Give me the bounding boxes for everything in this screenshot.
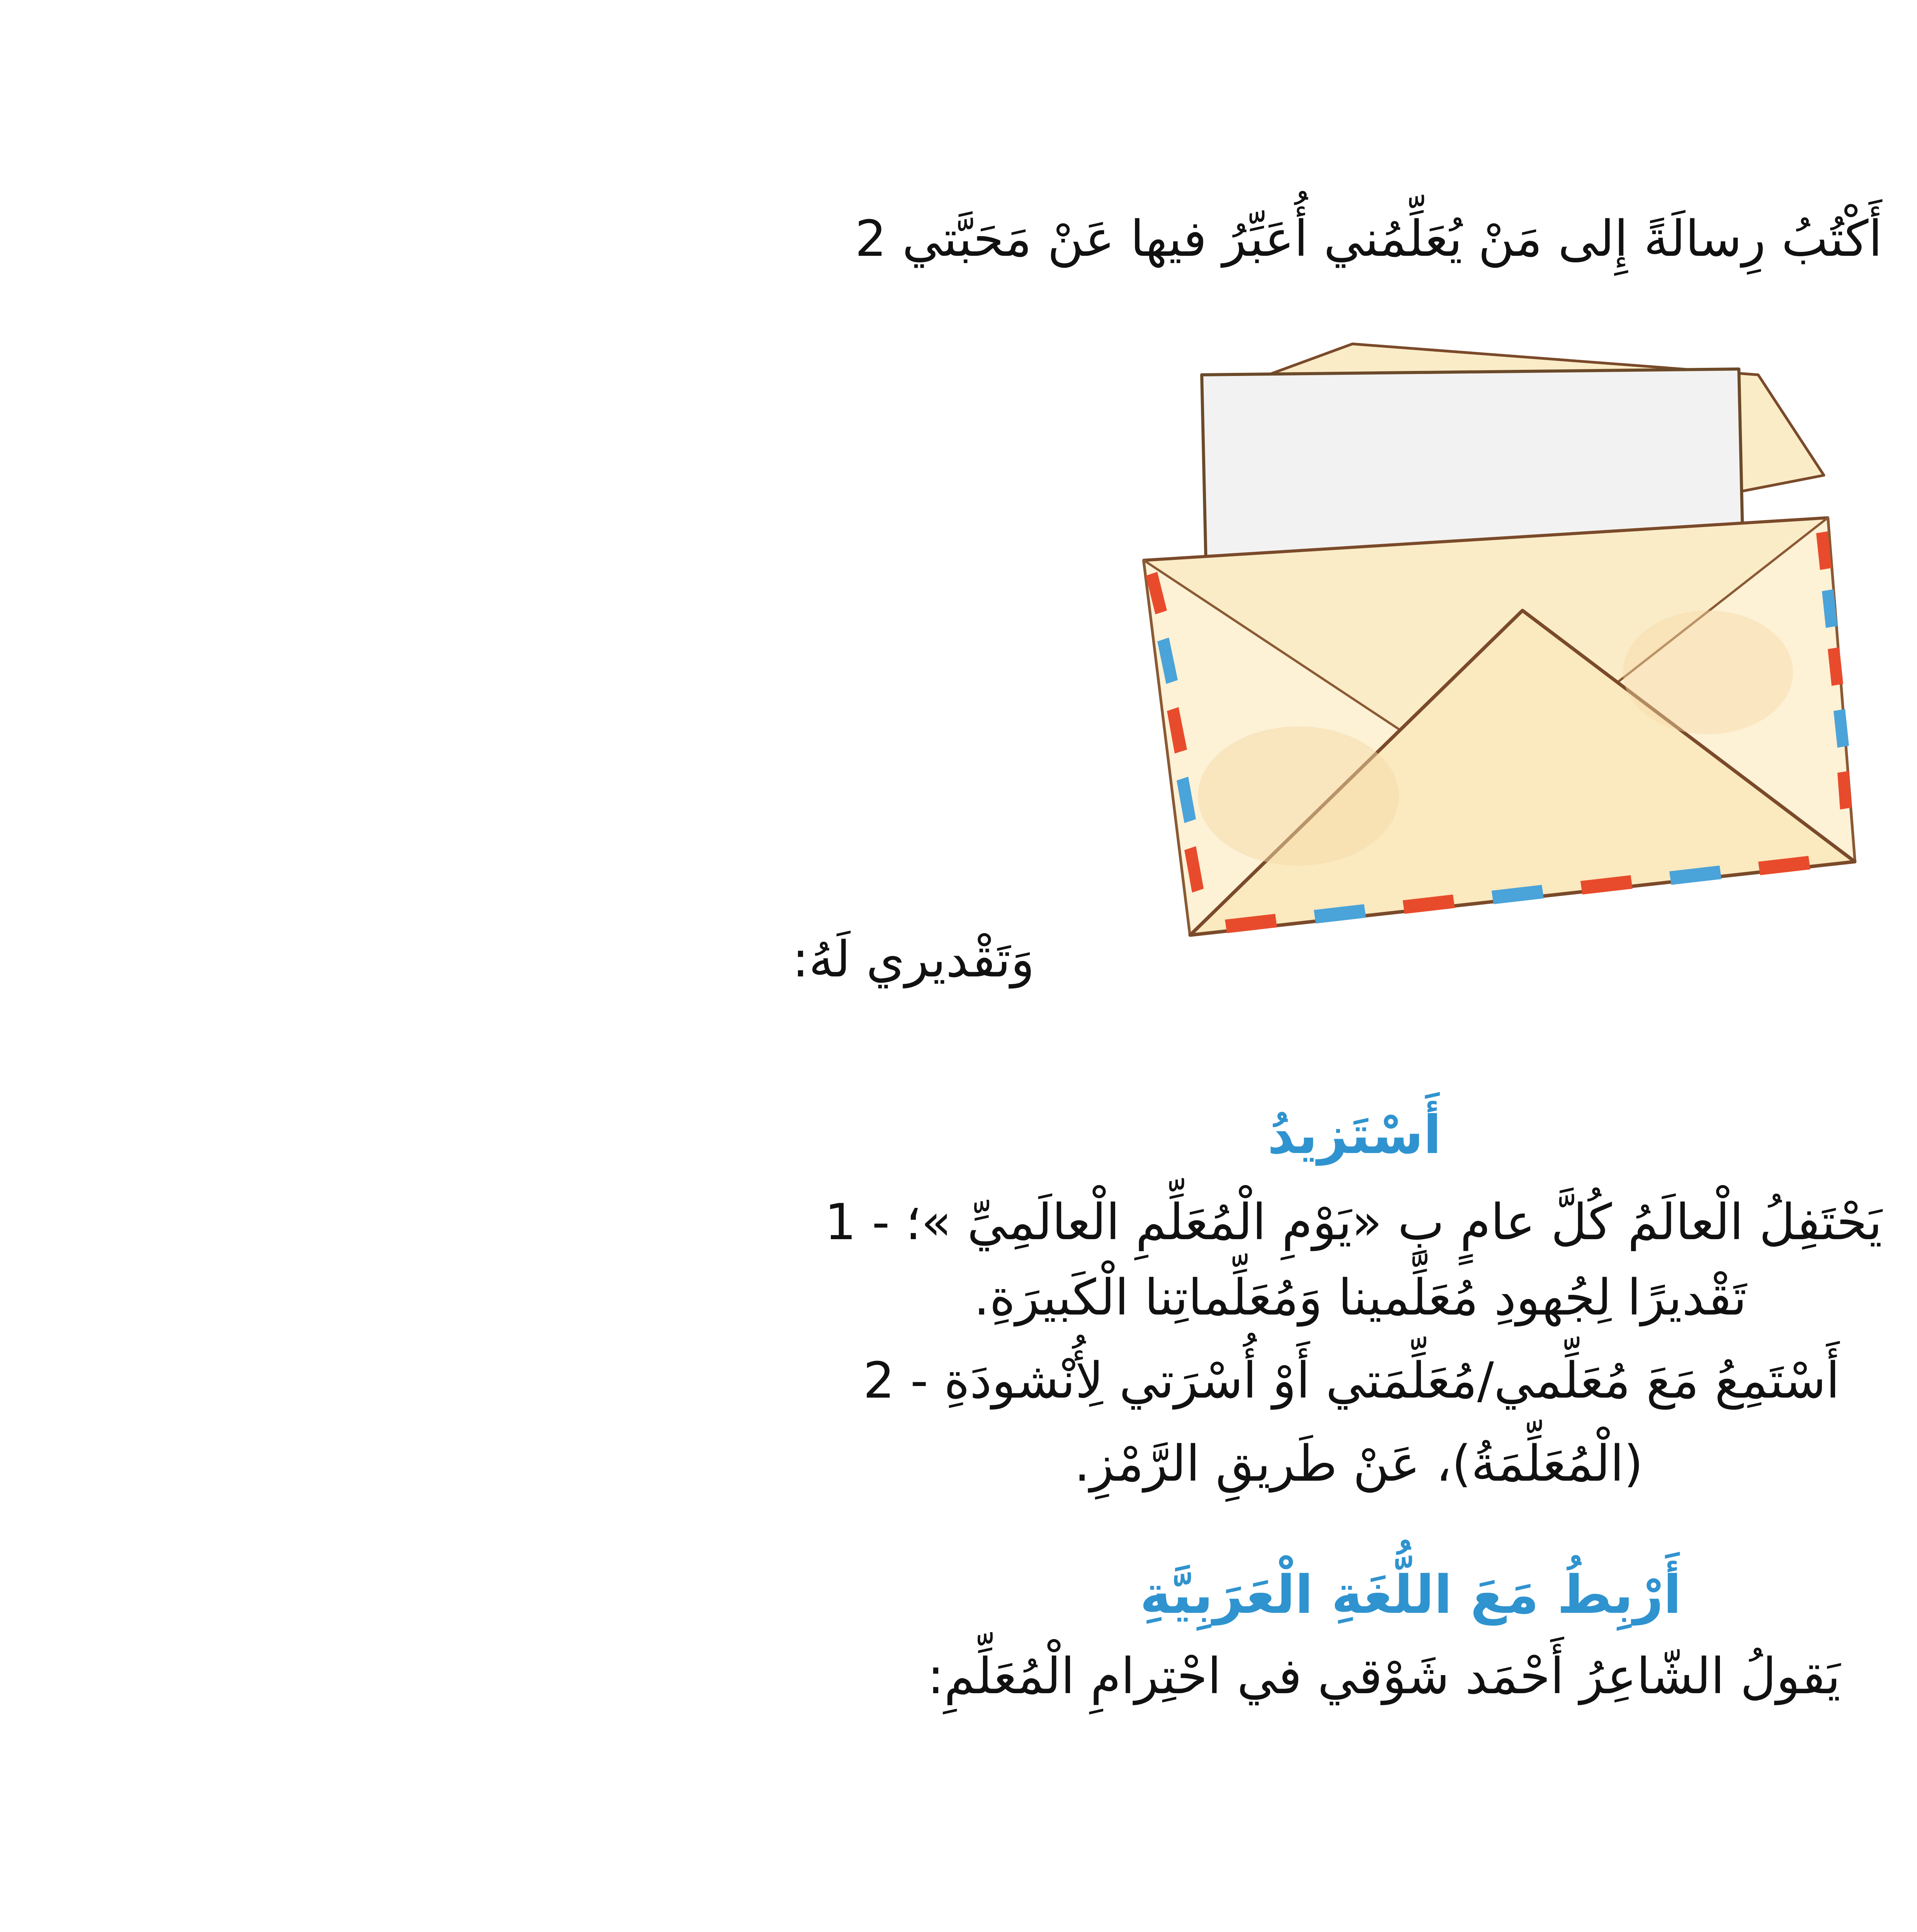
poet-quote-intro: يَقولُ الشّاعِرُ أَحْمَد شَوْقي في احْتِرامِ الْمُعَلِّمِ: — [927, 1648, 1841, 1705]
list-item-1-line1: يَحْتَفِلُ الْعالَمُ كُلَّ عامٍ بِ «يَوْمِ الْمُعَلِّمِ الْعالَمِيِّ »؛ - 1 — [825, 1194, 1882, 1251]
list-item-2-line1: أَسْتَمِعُ مَعَ مُعَلِّمي/مُعَلِّمَتي أَوْ أُسْرَتي لِأُنْشودَةِ - 2 — [863, 1352, 1840, 1410]
envelope-icon — [1136, 340, 1859, 943]
list-item-1-line2: تَقْديرًا لِجُهودِ مُعَلِّمينا وَمُعَلِّماتِنا الْكَبيرَةِ. — [974, 1269, 1747, 1327]
list-item-2-line2: (الْمُعَلِّمَةُ)، عَنْ طَريقِ الرَّمْزِ. — [1074, 1435, 1643, 1493]
section-heading-astazid: أَسْتَزيدُ — [1267, 1105, 1442, 1166]
task-instruction-line1: أَكْتُبُ رِسالَةً إِلى مَنْ يُعَلِّمُني أُعَبِّرُ فيها عَنْ مَحَبَّتي 2 — [855, 210, 1882, 268]
task-instruction-line2: وَتَقْديري لَهُ: — [792, 931, 1035, 988]
section-heading-arabic-link: أَرْبِطُ مَعَ اللُّغَةِ الْعَرَبِيَّةِ — [1140, 1565, 1682, 1626]
